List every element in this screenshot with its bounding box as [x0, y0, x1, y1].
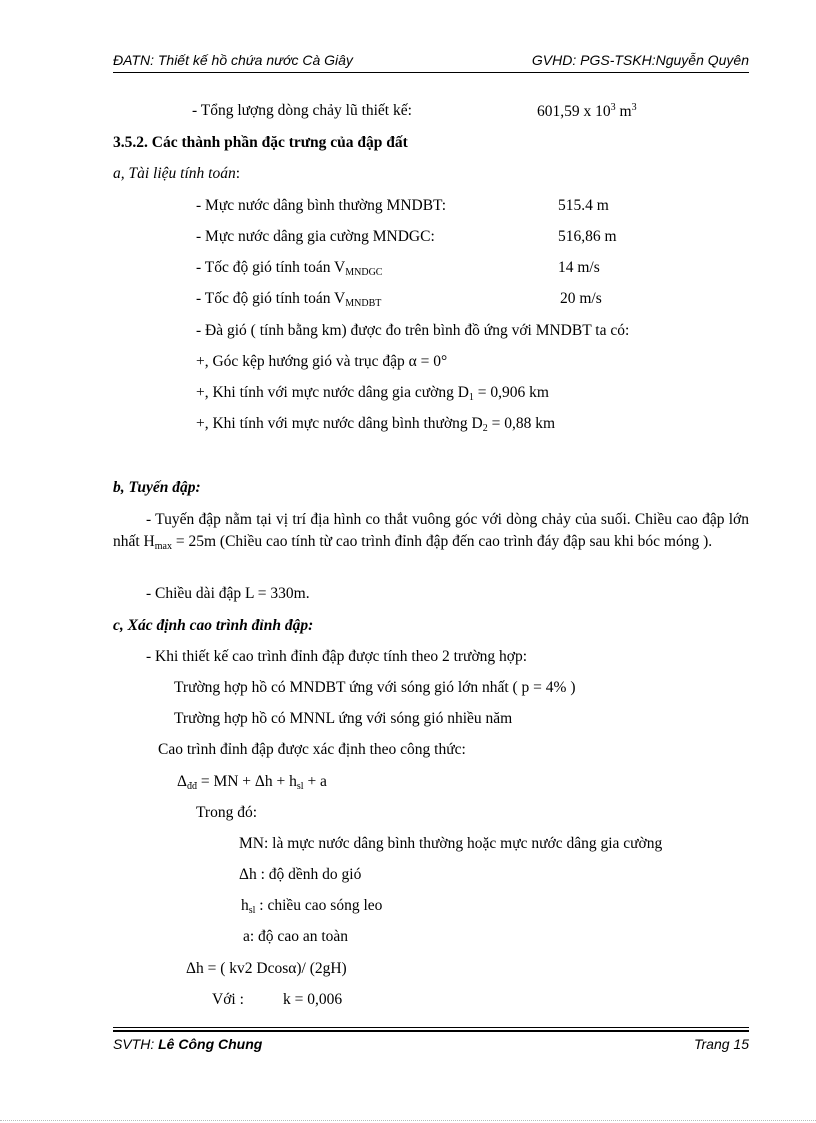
subsection-c-title: c, Xác định cao trình đỉnh đập: [113, 617, 314, 634]
header-rule [113, 72, 749, 73]
where-dh: Δh : độ dềnh do gió [239, 866, 362, 883]
wind-speed-mndbt-value: 20 m/s [560, 290, 602, 307]
k-value: k = 0,006 [283, 991, 343, 1008]
page-bottom-border [0, 1120, 816, 1121]
flood-volume-value: 601,59 x $10^3$ $m^3$ [537, 102, 637, 120]
footer-student: SVTH: Lê Công Chung [113, 1036, 263, 1052]
mndgc-value: 516,86 m [558, 228, 617, 245]
wind-speed-mndgc-value: 14 m/s [558, 259, 600, 276]
header-thesis-title: ĐATN: Thiết kế hồ chứa nước Cà Giây [113, 52, 353, 68]
where-a: a: độ cao an toàn [243, 928, 349, 945]
wind-speed-mndgc-label: - Tốc độ gió tính toán $V_{MNDGC}$ [196, 259, 383, 278]
flood-volume-label: - Tổng lượng dòng chảy lũ thiết kế: [192, 102, 412, 119]
mndbt-label: - Mực nước dâng bình thường MNDBT: [196, 197, 447, 214]
subsection-a-title: a, Tài liệu tính toán: [113, 165, 241, 182]
footer-rule [113, 1027, 749, 1028]
mndbt-value: 515.4 m [558, 197, 609, 214]
where-mn: MN: là mực nước dâng bình thường hoặc mực nước dâng gia cường [239, 835, 663, 852]
where-hsl: $h_{sl}$ : chiều cao sóng leo [241, 897, 383, 916]
with-label: Với : [212, 991, 244, 1008]
where-label: Trong đó: [196, 804, 258, 821]
page-header [113, 52, 749, 72]
fetch-text: - Đà gió ( tính bằng km) được đo trên bình đồ ứng với MNDBT ta có: [196, 322, 630, 339]
angle-text: +, Góc kệp hướng gió và trục đập α = 0° [196, 353, 448, 370]
subsection-b-title: b, Tuyến đập: [113, 479, 201, 496]
case-2-text: Trường hợp hồ có MNNL ứng với sóng gió nhiều năm [174, 710, 513, 727]
case-1-text: Trường hợp hồ có MNDBT ứng với sóng gió lớn nhất ( p = 4% ) [174, 679, 576, 696]
footer-rule-thick [113, 1030, 749, 1032]
crest-formula: $\Delta_{đđ}$ = MN + $\Delta h + h_{sl} + a$ [177, 773, 327, 792]
setup-formula: Δh = ( kv2 Dcosα)/ (2gH) [186, 960, 347, 977]
design-cases-intro: - Khi thiết kế cao trình đỉnh đập được tính theo 2 trường hợp: [146, 648, 528, 665]
d2-text: +, Khi tính với mực nước dâng bình thường $D_2 = 0,88$ km [196, 415, 556, 434]
header-supervisor: GVHD: PGS-TSKH:Nguyễn Quyên [531, 52, 749, 68]
dam-route-paragraph: - Tuyến đập nằm tại vị trí địa hình co thắt vuông góc với dòng chảy của suối. Chiều cao đập lớn nhất $H_{max} = 25m$ (Chiều cao tính từ cao trình đỉnh đập đến cao trình đáy đập sau khi bóc móng ). [113, 511, 749, 552]
d1-text: +, Khi tính với mực nước dâng gia cường $D_1 = 0,906$ km [196, 384, 549, 403]
wind-speed-mndbt-label: - Tốc độ gió tính toán $V_{MNDBT}$ [196, 290, 382, 309]
page-number: Trang 15 [694, 1036, 749, 1052]
mndgc-label: - Mực nước dâng gia cường MNDGC: [196, 228, 435, 245]
section-heading: 3.5.2. Các thành phần đặc trưng của đập đất [113, 134, 408, 151]
dam-length-text: - Chiều dài đập L = 330m. [146, 585, 310, 602]
formula-intro: Cao trình đỉnh đập được xác định theo công thức: [158, 741, 466, 758]
